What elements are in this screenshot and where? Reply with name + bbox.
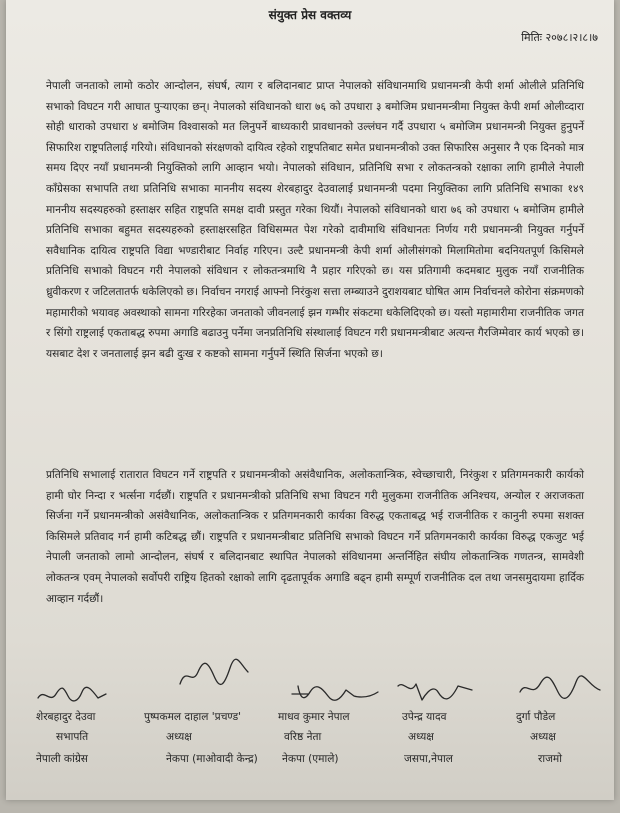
signatory-4-title: अध्यक्ष xyxy=(408,731,434,743)
signatory-5-party: राजमो xyxy=(538,753,563,765)
statement-paragraph-1: नेपाली जनताको लामो कठोर आन्दोलन, संघर्ष, त्याग र बलिदानबाट प्राप्त नेपालको संविधानमाथि प्रधानमन्त्री केपी शर्मा ओलीले प्रतिनिधि सभाको विघटन गरी आघात पुऱ्याएका छन्। नेपालको संविधानको धारा ७६ को उपधारा ३ बमोजिम प्रधानमन्त्रीमा नियुक्त केपी शर्मा ओलीव्दारा सोही धाराको उपधारा ४ बमोजिम विश्वासको मत लिनुपर्ने बाध्यकारी प्रावधानको उल्लंघन गर्दै उपधारा ५ बमोजिम प्रधानमन्त्री नियुक्त हुनुपर्ने सिफारिश राष्ट्रपतिलाई गरियो। संविधानको संरक्षणको दायित्व रहेको राष्ट्रपतिबाट समेत प्रधानमन्त्रीको उक्त सिफारिस अनुसार नै एक दिनको मात्र समय दिएर नयाँ प्रधानमन्त्री नियुक्तिको लागि आव्हान भयो। नेपालको संविधान, प्रतिनिधि सभा र लोकतन्त्रको रक्षाका लागि हामीले नेपाली काँग्रेसका सभापति तथा प्रतिनिधि सभाका माननीय सदस्य शेरबहादुर देउवालाई प्रधानमन्त्री पदमा नियुक्तिका लागि प्रतिनिधि सभाका १४९ माननीय सदस्यहरुको हस्ताक्षर सहित राष्ट्रपति समक्ष दावी प्रस्तुत गरेका थियौं। नेपालको संविधानको धारा ७६ को उपधारा ५ बमोजिम हामीले प्रतिनिधि सभाका बहुमत सदस्यहरुको हस्ताक्षरसहित विधिसम्मत पेश गरेको दावीमाथि संविधानतः निर्णय गरी प्रधानमन्त्री नियुक्त गर्नुपर्ने सवैधानिक दायित्व राष्ट्रपति विद्या भण्डारीबाट निर्वाह गरिएन। उल्टै प्रधानमन्त्री केपी शर्मा ओलीसंगको मिलामितोमा बदनियतपूर्ण किसिमले प्रतिनिधि सभाको विघटन गरी नेपालको संविधान र लोकतन्त्रमाथि नै प्रहार गरिएको छ। यस प्रतिगामी कदमबाट मुलुक नयाँ राजनीतिक ध्रुवीकरण र जटिलतातर्फ धकेलिएको छ। निर्वाचन नगराई आफ्नो निरंकुश सत्ता लम्ब्याउने दुराशयबाट घोषित आम निर्वाचनले कोरोना संक्रमणको महामारीको भयावह अवस्थाको सामना गरिरहेका जनताको जीवनलाई झन गम्भीर संकटमा धकेलिदिएको छ। यस्तो महामारीमा राजनीतिक जगत र सिंगो राष्ट्रलाई एकताबद्ध रुपमा अगाडि बढाउनु पर्नेमा जनप्रतिनिधि संस्थालाई विघटन गरी प्रधानमन्त्रीबाट अत्यन्त गैरजिम्मेवार कार्य भएको छ। यसबाट देश र जनतालाई झन बढी दुःख र कष्टको सामना गर्नुपर्ने स्थिति सिर्जना भएको छ। xyxy=(46,80,584,360)
signatory-3-name: माधव कुमार नेपाल xyxy=(278,711,350,723)
signatory-2-party: नेकपा (माओवादी केन्द्र) xyxy=(166,753,258,765)
signatory-2-title: अध्यक्ष xyxy=(166,731,192,743)
signatory-1-party: नेपाली कांग्रेस xyxy=(36,753,88,765)
press-statement-page xyxy=(6,0,614,800)
signature-upendra-yadav xyxy=(392,676,478,708)
signatory-1-title: सभापति xyxy=(56,731,89,743)
document-date: मितिः २०७८।२।८।७ xyxy=(521,31,598,44)
signature-deuba xyxy=(34,680,114,710)
signatory-4-name: उपेन्द्र यादव xyxy=(402,711,447,723)
signature-prachanda xyxy=(174,656,254,692)
signatory-4-party: जसपा,नेपाल xyxy=(404,753,453,765)
signature-madhav-nepal xyxy=(288,680,384,706)
signature-durga-paudel xyxy=(514,674,604,704)
signatory-5-name: दुर्गा पौडेल xyxy=(516,711,556,723)
document-title: संयुक्त प्रेस वक्तव्य xyxy=(268,8,352,22)
signatory-3-title: वरिष्ठ नेता xyxy=(284,731,322,743)
signatory-1-name: शेरबहादुर देउवा xyxy=(36,711,96,723)
signatory-2-name: पुष्पकमल दाहाल 'प्रचण्ड' xyxy=(144,711,242,723)
statement-paragraph-2: प्रतिनिधि सभालाई रातारात विघटन गर्ने राष्ट्रपति र प्रधानमन्त्रीको असंवैधानिक, अलोकतान्त्रिक, स्वेच्छाचारी, निरंकुश र प्रतिगमनकारी कार्यको हामी घोर निन्दा र भर्त्सना गर्दछौं। राष्ट्रपति र प्रधानमन्त्रीको प्रतिनिधि सभा विघटन गरी मुलुकमा राजनीतिक अनिश्चय, अन्योल र अराजकता सिर्जना गर्ने प्रधानमन्त्रीको असंवैधानिक, अलोकतान्त्रिक र प्रतिगमनकारी कार्यका विरुद्ध एकताबद्ध भई राजनीतिक र कानुनी रुपमा सशक्त किसिमले प्रतिवाद गर्न हामी कटिबद्ध छौं। राष्ट्रपति र प्रधानमन्त्रीबाट प्रतिनिधि सभाको विघटन गर्ने प्रतिगमनकारी कार्यका विरुद्ध एकजुट भई नेपाली जनताको लामो आन्दोलन, संघर्ष र बलिदानबाट स्थापित नेपालको संविधानमा अन्तर्निहित संघीय लोकतान्त्रिक गणतन्त्र, सामवेशी लोकतन्त्र एवम् नेपालको सर्वोपरी राष्ट्रिय हितको रक्षाको लागि दृढतापूर्वक अगाडि बढ्न हामी सम्पूर्ण राजनीतिक दल तथा जनसमुदायमा हार्दिक आव्हान गर्दछौं। xyxy=(46,469,584,605)
signatory-5-title: अध्यक्ष xyxy=(530,731,556,743)
signatory-3-party: नेकपा (एमाले) xyxy=(282,753,339,765)
